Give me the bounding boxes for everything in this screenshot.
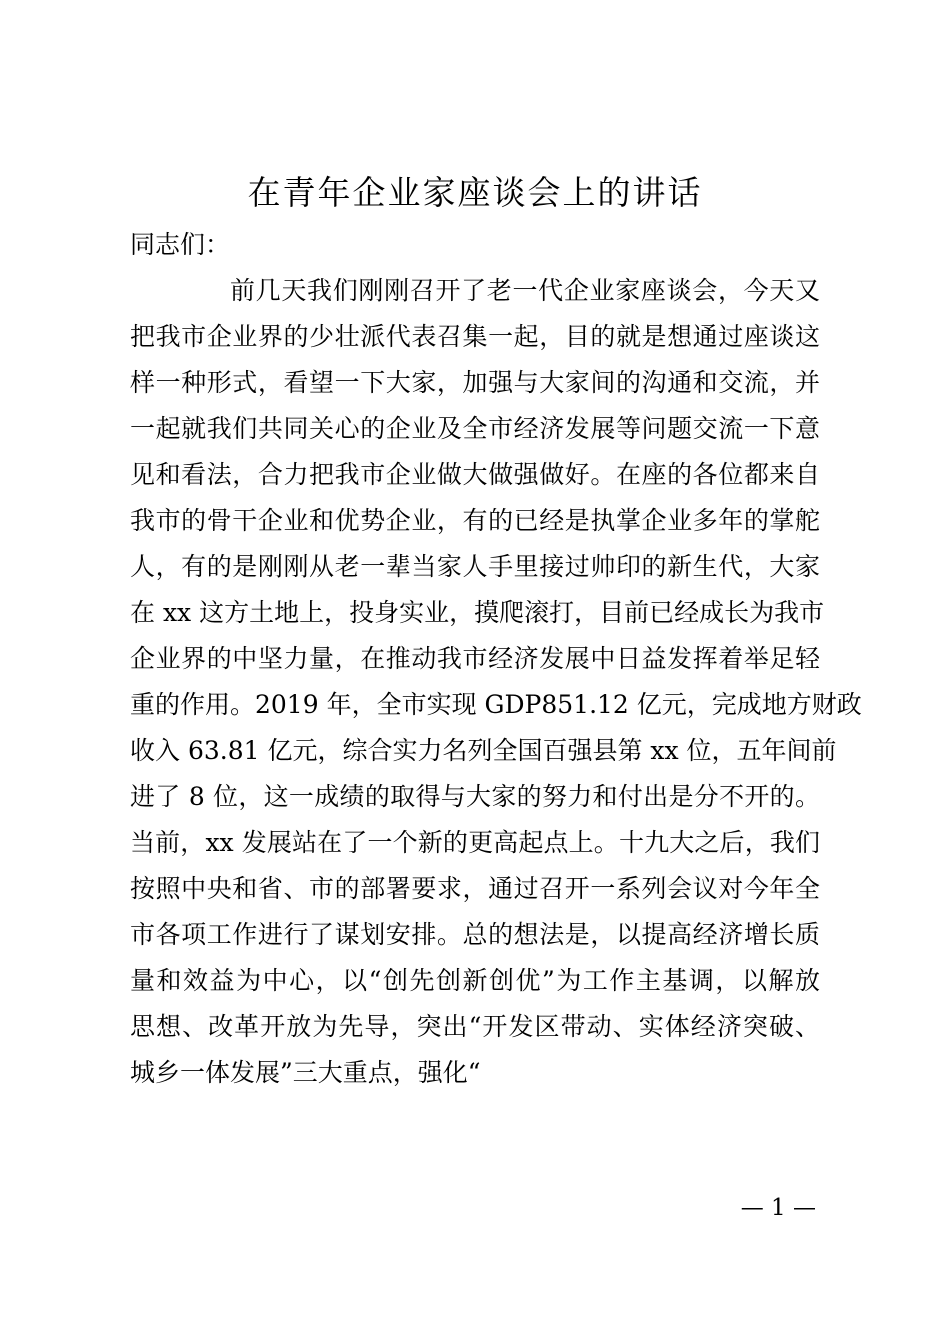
salutation: 同志们：	[130, 230, 231, 259]
page-number: — 1 —	[740, 1195, 816, 1221]
paragraph-line: 当前，xx 发展站在了一个新的更高起点上。十九大之后，我们	[130, 828, 820, 857]
paragraph-line: 前几天我们刚刚召开了老一代企业家座谈会，今天又	[230, 276, 820, 305]
paragraph-line: 在 xx 这方土地上，投身实业，摸爬滚打，目前已经成长为我市	[130, 598, 825, 627]
paragraph-line: 一起就我们共同关心的企业及全市经济发展等问题交流一下意	[130, 414, 820, 443]
paragraph-line: 样一种形式，看望一下大家，加强与大家间的沟通和交流，并	[130, 368, 820, 397]
paragraph-line: 重的作用。2019 年，全市实现 GDP851.12 亿元，完成地方财政	[130, 690, 862, 719]
paragraph-line: 收入 63.81 亿元，综合实力名列全国百强县第 xx 位，五年间前	[130, 736, 837, 765]
paragraph-line: 人，有的是刚刚从老一辈当家人手里接过帅印的新生代，大家	[130, 552, 820, 581]
paragraph-line: 思想、改革开放为先导，突出“开发区带动、实体经济突破、	[130, 1012, 820, 1041]
paragraph-line: 量和效益为中心，以“创先创新创优”为工作主基调，以解放	[130, 966, 820, 995]
paragraph-line: 按照中央和省、市的部署要求，通过召开一系列会议对今年全	[130, 874, 820, 903]
paragraph-line: 城乡一体发展”三大重点，强化“	[130, 1058, 481, 1087]
paragraph-line: 我市的骨干企业和优势企业，有的已经是执掌企业多年的掌舵	[130, 506, 820, 535]
paragraph-line: 见和看法，合力把我市企业做大做强做好。在座的各位都来自	[130, 460, 820, 489]
document-title: 在青年企业家座谈会上的讲话	[247, 173, 703, 212]
paragraph-line: 把我市企业界的少壮派代表召集一起，目的就是想通过座谈这	[130, 322, 820, 351]
paragraph-line: 进了 8 位，这一成绩的取得与大家的努力和付出是分不开的。	[130, 782, 820, 811]
paragraph-line: 企业界的中坚力量，在推动我市经济发展中日益发挥着举足轻	[130, 644, 820, 673]
paragraph-line: 市各项工作进行了谋划安排。总的想法是，以提高经济增长质	[130, 920, 820, 949]
